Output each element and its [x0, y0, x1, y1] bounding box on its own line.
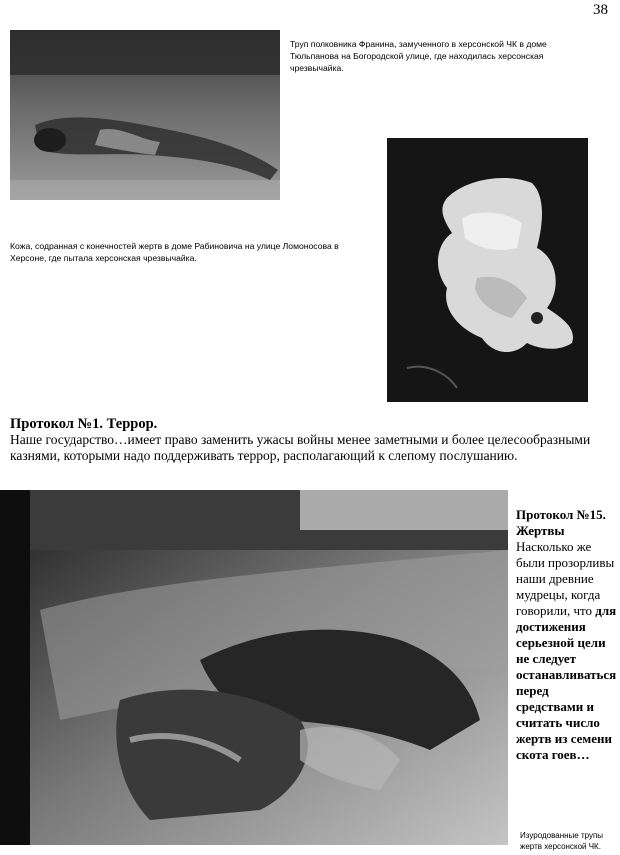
protocol-1-block [10, 416, 610, 464]
protocol-15-title: Протокол №15. [516, 507, 606, 522]
photo-skin [387, 138, 588, 402]
photo-corpse-top [10, 30, 280, 200]
protocol-15-subtitle: Жертвы [516, 523, 565, 538]
caption-bottom-right: Изуродованные трупы жертв херсонской ЧК. [520, 831, 604, 851]
caption-middle-left: Кожа, содранная с конечностей жертв в доме Рабиновича на улице Ломоносова в Херсоне, где пытала херсонская чрезвычайка. [10, 241, 339, 263]
protocol-1-title: Протокол №1. Террор. [10, 416, 158, 432]
protocol-15-block [516, 507, 618, 763]
photo-corpses-bottom [0, 490, 508, 845]
photo-icon [387, 138, 588, 402]
photo-icon [0, 490, 508, 845]
protocol-1-text: Наше государство…имеет право заменить ужасы войны менее заметными и более целесообразными казнями, которыми надо поддерживать террор, располагающий к слепому послушанию. [10, 432, 591, 463]
protocol-15-text-bold: для достижения серьезной цели не следует останавливаться перед средствами и считать число жертв из семени скота гоев… [516, 603, 617, 762]
protocol-15-text-plain: Насколько же были прозорливы наши древние мудрецы, когда говорили, что [516, 539, 615, 618]
page-number: 38 [593, 2, 608, 18]
photo-icon [10, 30, 280, 200]
caption-top-right: Труп полковника Франина, замученного в херсонской ЧК в доме Тюльпанова на Богородской улице, где находилась херсонская чрезвычайка. [290, 39, 547, 73]
